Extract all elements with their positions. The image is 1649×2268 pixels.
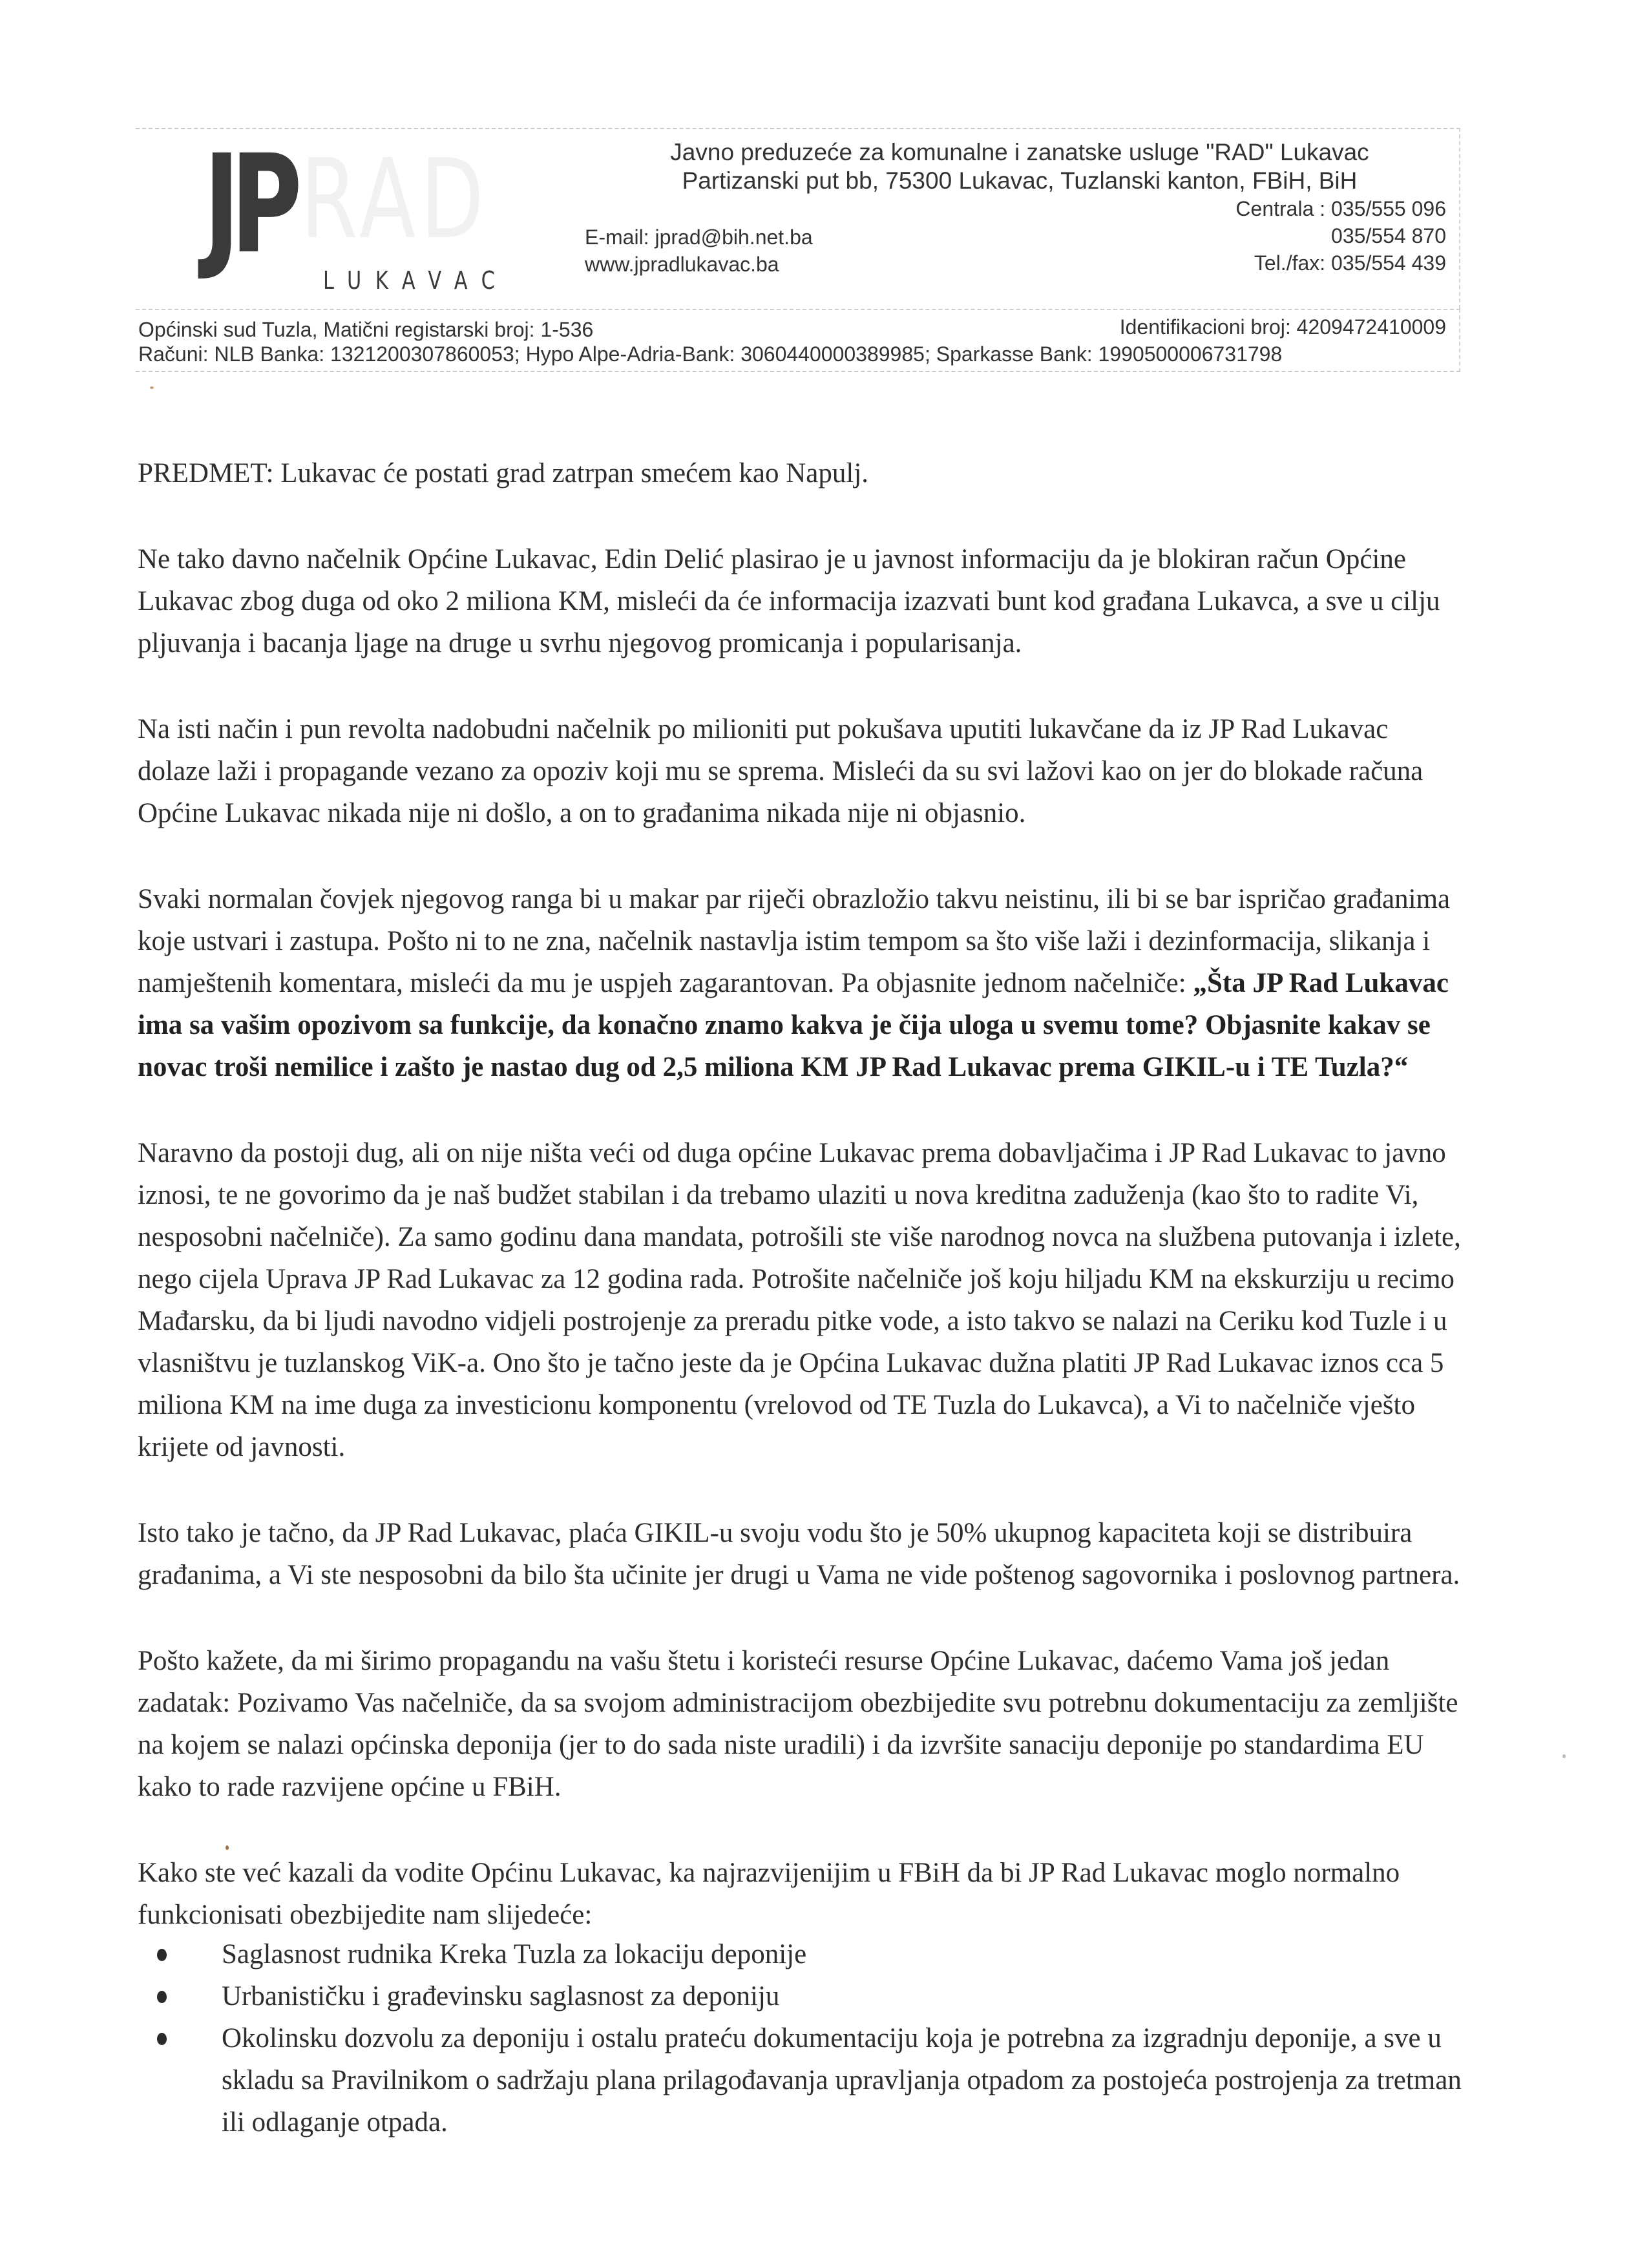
paragraph-2: Na isti način i pun revolta nadobudni načelnik po milioniti put pokušava uputiti lukavčane da iz JP Rad Lukavac dolaze laži i propagande vezano za opoziv koji mu se sprema. Misleći da su svi lažovi kao on jer do blokade računa Općine Lukavac nikada nije ni došlo, a on to građanima nikada nije ni objasnio. [138,714,1423,828]
letterhead [136,125,1460,372]
bullet-icon [157,2033,167,2045]
bullet-icon [157,1949,167,1961]
phone-fax: Tel./fax: 035/554 439 [1254,251,1446,275]
letter-subject: PREDMET: Lukavac će postati grad zatrpan smećem kao Napulj. [138,458,869,488]
bank-accounts: Računi: NLB Banka: 1321200307860053; Hypo Alpe-Adria-Bank: 3060440000389985; Sparkasse Bank: 1990500006731798 [138,342,1283,366]
phone-numbers [1235,195,1446,277]
paragraph-6: Pošto kažete, da mi širimo propagandu na vašu štetu i koristeći resurse Općine Lukavac, daćemo Vama još jedan zadatak: Pozivamo Vas načelniče, da sa svojom administracijom obezbijedite svu potrebnu dokumentaciju za zemljište na kojem se nalazi općinska deponija (jer to do sada niste uradili) i da izvršite sanaciju deponije po standardima EU kako to rade razvijene općine u FBiH. [138,1646,1458,1802]
registration-bar [136,309,1460,372]
paragraph-3-text: Svaki normalan čovjek njegovog ranga bi u makar par riječi obrazložio takvu neistinu, ili bi se bar ispričao građanima koje ustvari i zastupa. Pošto ni to ne zna, načelnik nastavlja istim tempom sa što više laži i dezinformacija, slikanja i namještenih komentara, misleći da mu je uspjeh zagarantovan. Pa objasnite jednom načelniče: [138,884,1451,998]
website-link[interactable]: www.jpradlukavac.ba [585,253,779,276]
letter-body [138,452,1462,2143]
paragraph-3 [138,878,1462,1088]
paragraph-4: Naravno da postoji dug, ali on nije ništa veći od duga općine Lukavac prema dobavljačima i JP Rad Lukavac to javno iznosi, te ne govorimo da je naš budžet stabilan i da trebamo ulaziti u nova kreditna zaduženja (kao što to radite Vi, nesposobni načelniče). Za samo godinu dana mandata, potrošili ste više narodnog novca na službena putovanja i izlete, nego cijela Uprava JP Rad Lukavac za 12 godina rada. Potrošite načelniče još koju hiljadu KM na ekskurziju u recimo Mađarsku, da bi ljudi navodno vidjeli postrojenje za preradu pitke vode, a isto takvo se nalazi na Ceriku kod Tuzle i u vlasništvu je tuzlanskog ViK-a. Ono što je tačno jeste da je Općina Lukavac dužna platiti JP Rad Lukavac iznos cca 5 miliona KM na ime duga za investicionu komponentu (vrelovod od TE Tuzla do Lukavca), a Vi to načelniče vješto krijete od javnosti. [138,1138,1461,1462]
bullet-icon [157,1991,167,2003]
paragraph-5: Isto tako je tačno, da JP Rad Lukavac, plaća GIKIL-u svoju vodu što je 50% ukupnog kapaciteta koji se distribuira građanima, a Vi ste nesposobni da bilo šta učinite jer drugi u Vama ne vide poštenog sagovornika i poslovnog partnera. [138,1518,1460,1590]
logo-town: LUKAVAC [323,266,509,295]
requirement-text: Urbanističku i građevinsku saglasnost za deponiju [222,1981,780,2011]
list-item [222,1933,1462,1975]
logo-jp: JP [204,125,293,284]
scan-speck [1562,1754,1566,1758]
contact-info [585,224,813,278]
requirements-list [138,1933,1462,2143]
list-item [222,2017,1462,2143]
phone-central: Centrala : 035/555 096 [1235,197,1446,220]
list-item [222,1975,1462,2017]
court-registration: Općinski sud Tuzla, Matični registarski broj: 1-536 [138,318,594,341]
company-logo [136,125,549,309]
scan-speck [226,1845,229,1850]
requirement-text: Okolinsku dozvolu za deponiju i ostalu prateću dokumentaciju koja je potrebna za izgradnju deponije, a sve u skladu sa Pravilnikom o sadržaju plana prilagođavanja upravljanja otpadom za postojeća postrojenja za tretman ili odlaganje otpada. [222,2023,1462,2137]
letterhead-top [136,125,1460,309]
requirements-intro: Kako ste već kazali da vodite Općinu Lukavac, ka najrazvijenijim u FBiH da bi JP Rad Lukavac moglo normalno funkcionisati obezbijedite nam slijedeće: [138,1858,1400,1930]
company-name: Javno preduzeće za komunalne i zanatske usluge "RAD" Lukavac [670,139,1369,165]
phone-secondary: 035/554 870 [1331,224,1446,247]
paragraph-1: Ne tako davno načelnik Općine Lukavac, Edin Delić plasirao je u javnost informaciju da je blokiran račun Općine Lukavac zbog duga od oko 2 miliona KM, misleći da će informacija izazvati bunt kod građana Lukavca, a sve u cilju pljuvanja i bacanja ljage na druge u svrhu njegovog promicanja i popularisanja. [138,544,1440,658]
email-link[interactable]: E-mail: jprad@bih.net.ba [585,226,813,249]
paragraph-3-bold-question: „Šta JP Rad Lukavac ima sa vašim opozivom sa funkcije, da konačno znamo kakva je čija uloga u svemu tome? Objasnite kakav se novac troši nemilice i zašto je nastao dug od 2,5 miliona KM JP Rad Lukavac prema GIKIL-u i TE Tuzla?“ [138,968,1449,1082]
logo-rad-watermark: RAD [300,136,489,264]
scan-speck [150,386,154,389]
id-number: Identifikacioni broj: 4209472410009 [1119,315,1446,339]
company-address: Partizanski put bb, 75300 Lukavac, Tuzlanski kanton, FBiH, BiH [682,167,1358,194]
requirement-text: Saglasnost rudnika Kreka Tuzla za lokaciju deponije [222,1939,807,1969]
